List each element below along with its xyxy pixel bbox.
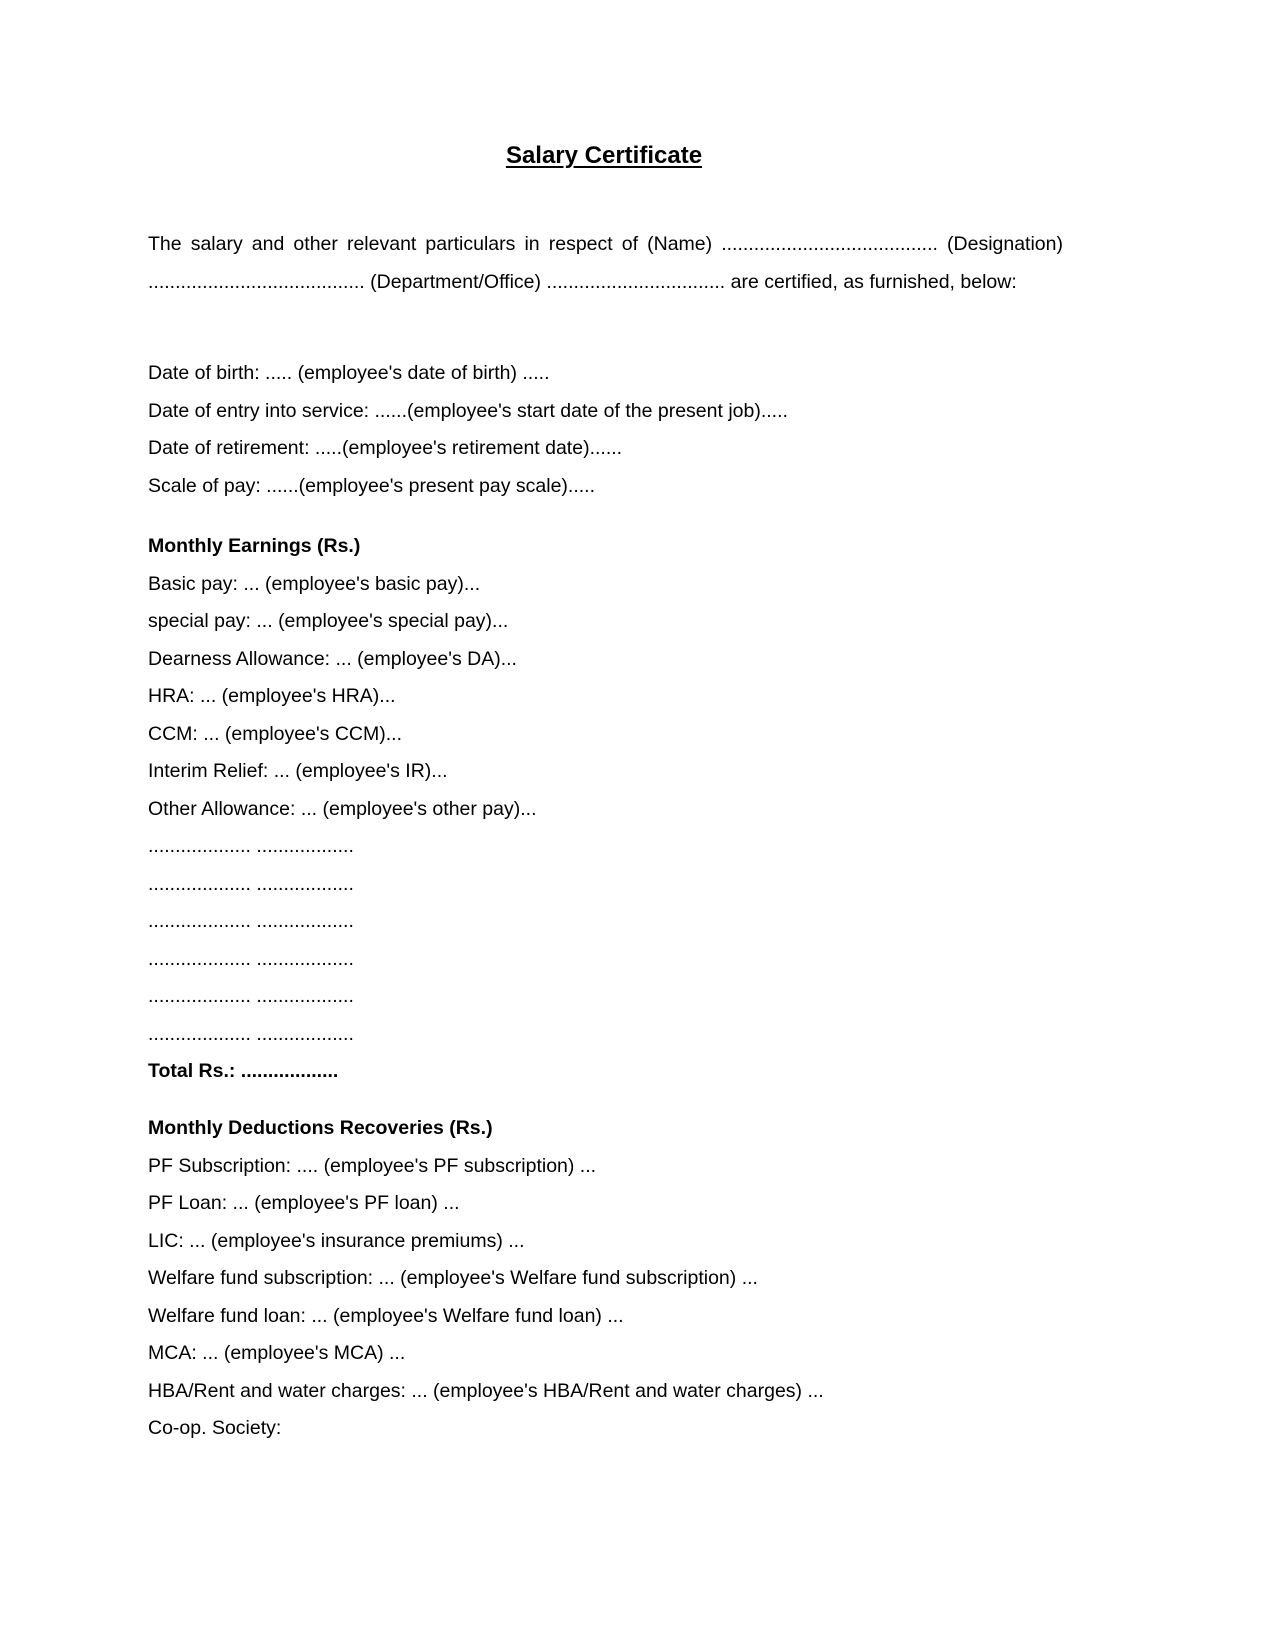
mca-line: MCA: ... (employee's MCA) ... <box>148 1342 406 1364</box>
welfare-fund-loan-line: Welfare fund loan: ... (employee's Welfare fund loan) ... <box>148 1304 624 1327</box>
interim-relief-line: Interim Relief: ... (employee's IR)... <box>148 760 448 782</box>
blank-earning-line: ................... .................. <box>148 947 354 970</box>
scale-of-pay-line: Scale of pay: ......(employee's present pay scale)..... <box>148 474 596 497</box>
ccm-line: CCM: ... (employee's CCM)... <box>148 722 403 745</box>
dearness-allowance-line: Dearness Allowance: ... (employee's DA)... <box>148 647 517 670</box>
date-of-birth-line: Date of birth: ..... (employee's date of birth) ..... <box>148 362 550 384</box>
blank-earning-line: ................... .................. <box>148 1022 354 1045</box>
lic-line: LIC: ... (employee's insurance premiums) ... <box>148 1229 525 1252</box>
document-title: Salary Certificate <box>505 142 703 169</box>
earnings-total-line: Total Rs.: .................. <box>148 1060 339 1082</box>
blank-earning-line: ................... .................. <box>148 872 354 895</box>
blank-earning-line: ................... .................. <box>148 985 354 1007</box>
monthly-deductions-section <box>148 1110 1088 1448</box>
co-op-society-line: Co-op. Society: <box>148 1417 282 1439</box>
pf-subscription-line: PF Subscription: .... (employee's PF subscription) ... <box>148 1154 597 1177</box>
blank-earning-line: ................... .................. <box>148 835 354 857</box>
monthly-earnings-section <box>148 528 1088 1091</box>
pf-loan-line: PF Loan: ... (employee's PF loan) ... <box>148 1192 460 1214</box>
blank-earning-line: ................... .................. <box>148 910 354 932</box>
date-of-entry-line: Date of entry into service: ......(employee's start date of the present job)..... <box>148 399 788 422</box>
earnings-heading: Monthly Earnings (Rs.) <box>148 535 361 557</box>
date-of-retirement-line: Date of retirement: .....(employee's retirement date)...... <box>148 437 623 459</box>
other-allowance-line: Other Allowance: ... (employee's other pay)... <box>148 797 537 820</box>
hra-line: HRA: ... (employee's HRA)... <box>148 685 396 707</box>
personal-details <box>148 355 1088 505</box>
hba-rent-water-line: HBA/Rent and water charges: ... (employee's HBA/Rent and water charges) ... <box>148 1379 824 1402</box>
special-pay-line: special pay: ... (employee's special pay)... <box>148 610 509 632</box>
intro-paragraph: The salary and other relevant particulars in respect of (Name) ........................................ (Designation) ........................................ (Department/Office) ................................. are certified, as furnished, below: <box>148 233 1063 293</box>
basic-pay-line: Basic pay: ... (employee's basic pay)... <box>148 572 481 595</box>
deductions-heading: Monthly Deductions Recoveries (Rs.) <box>148 1117 493 1139</box>
welfare-fund-subscription-line: Welfare fund subscription: ... (employee's Welfare fund subscription) ... <box>148 1267 758 1289</box>
